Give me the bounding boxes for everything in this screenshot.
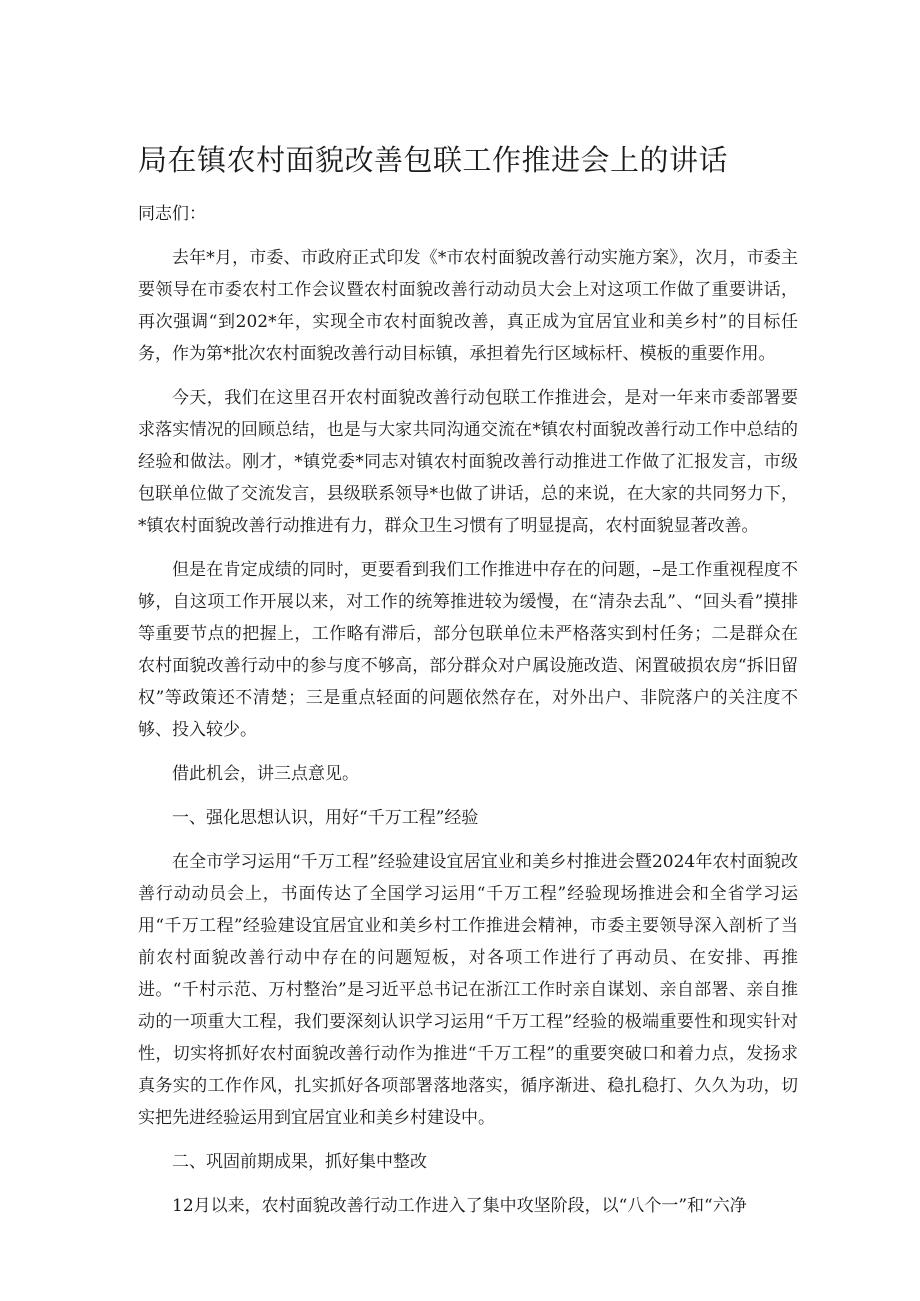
paragraph-intro: 去年*月，市委、市政府正式印发《*市农村面貌改善行动实施方案》，次月，市委主要领导在市委农村工作会议暨农村面貌改善行动动员大会上对这项工作做了重要讲话，再次强调“到202*年，实现全市农村面貌改善，真正成为宜居宜业和美乡村”的目标任务，作为第*批次农村面貌改善行动目标镇，承担着先行区域标杆、模板的重要作用。 [138, 248, 798, 364]
section-1-heading: 一、强化思想认识，用好“千万工程”经验 [172, 808, 479, 828]
paragraph-problems: 但是在肯定成绩的同时，更要看到我们工作推进中存在的问题，–是工作重视程度不够，自这项工作开展以来，对工作的统筹推进较为缓慢，在“清杂去乱”、“回头看”摸排等重要节点的把握上，工作略有滞后，部分包联单位未严格落实到村任务；二是群众在农村面貌改善行动中的参与度不够高，部分群众对户属设施改造、闲置破损农房“拆旧留权”等政策还不清楚；三是重点轻面的问题依然存在，对外出户、非院落户的关注度不够、投入较少。 [138, 560, 798, 740]
paragraph-opinions-intro: 借此机会，讲三点意见。 [172, 764, 359, 784]
section-2-heading: 二、巩固前期成果，抓好集中整改 [172, 1152, 427, 1172]
paragraph-meeting: 今天，我们在这里召开农村面貌改善行动包联工作推进会，是对一年来市委部署要求落实情况的回顾总结，也是与大家共同沟通交流在*镇农村面貌改善行动工作中总结的经验和做法。刚才，*镇党委*同志对镇农村面貌改善行动推进工作做了汇报发言，市级包联单位做了交流发言，县级联系领导*也做了讲话，总的来说，在大家的共同努力下，*镇农村面貌改善行动推进有力，群众卫生习惯有了明显提高，农村面貌显著改善。 [138, 388, 798, 536]
document-body [138, 198, 798, 1234]
section-2-text: 12月以来，农村面貌改善行动工作进入了集中攻坚阶段，以“八个一”和“六净 [172, 1196, 747, 1216]
salutation: 同志们： [138, 204, 206, 224]
document-title: 局在镇农村面貌改善包联工作推进会上的讲话 [138, 143, 729, 177]
section-1-text: 在全市学习运用“千万工程”经验建设宜居宜业和美乡村推进会暨2024年农村面貌改善行动动员会上，书面传达了全国学习运用“千万工程”经验现场推进会和全省学习运用“千万工程”经验建设宜居宜业和美乡村工作推进会精神，市委主要领导深入剖析了当前农村面貌改善行动中存在的问题短板，对各项工作进行了再动员、在安排、再推进。“千村示范、万村整治”是习近平总书记在浙江工作时亲自谋划、亲自部署、亲自推动的一项重大工程，我们要深刻认识学习运用“千万工程”经验的极端重要性和现实针对性，切实将抓好农村面貌改善行动作为推进“千万工程”的重要突破口和着力点，发扬求真务实的工作作风，扎实抓好各项部署落地落实，循序渐进、稳扎稳打、久久为功，切实把先进经验运用到宜居宜业和美乡村建设中。 [138, 852, 798, 1128]
